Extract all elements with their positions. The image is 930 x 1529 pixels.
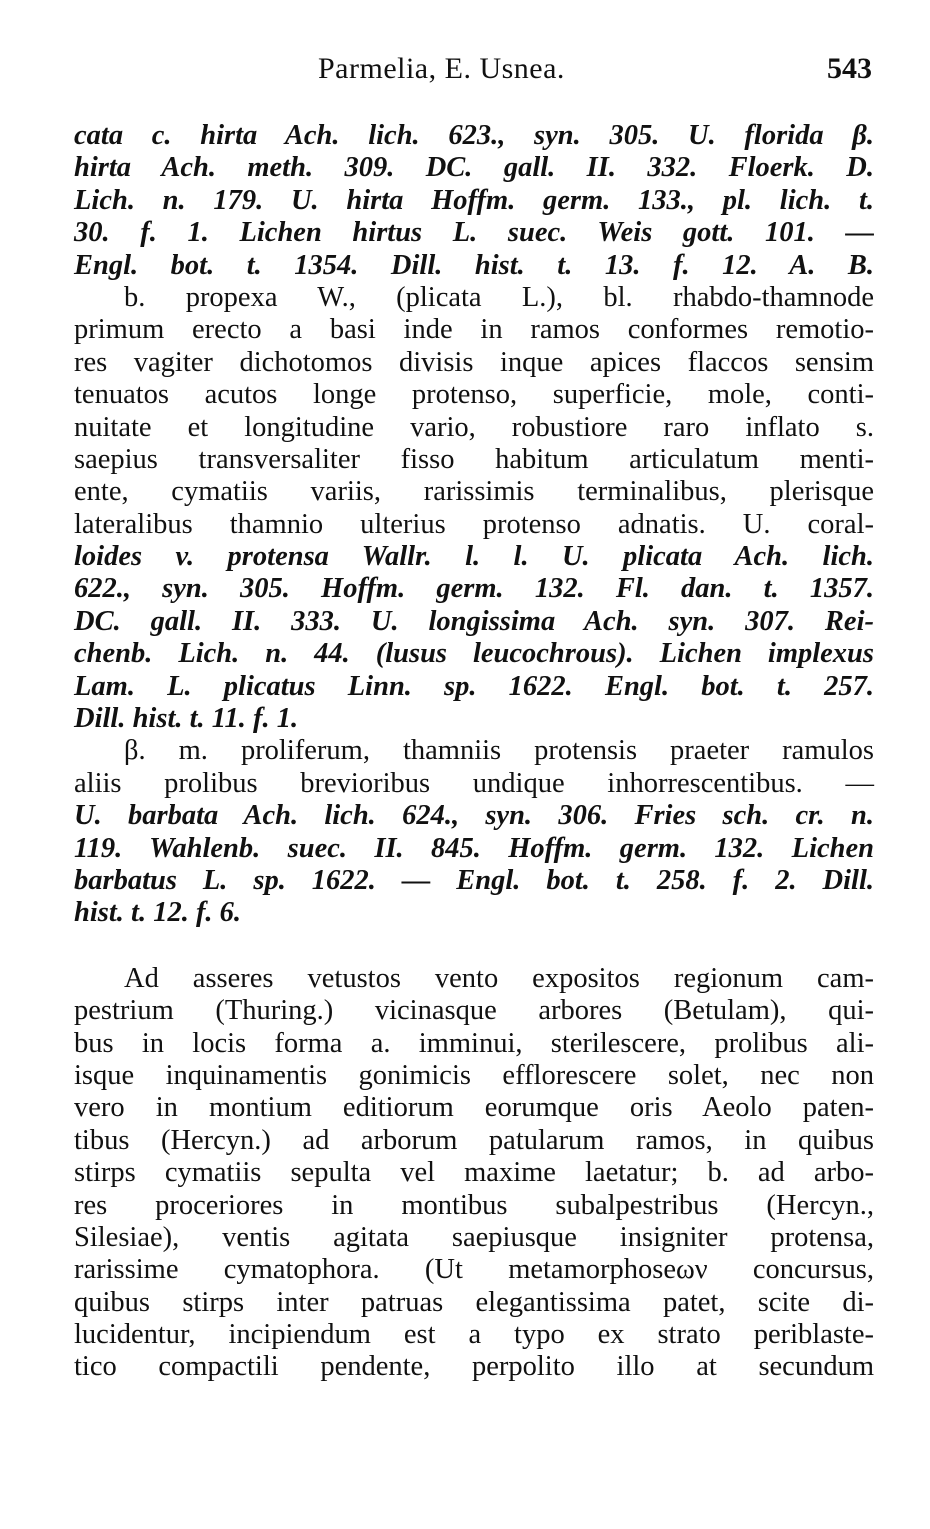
text-line: loides v. protensa Wallr. l. l. U. plicata Ach. lich. (74, 541, 874, 573)
text-line: res proceriores in montibus subalpestribus (Hercyn., (74, 1189, 874, 1221)
text-line: hirta Ach. meth. 309. DC. gall. II. 332. Floerk. D. (74, 152, 874, 184)
text-line: lateralibus thamnio ulterius protenso adnatis. U. coral- (74, 508, 874, 540)
paragraph-gap (74, 930, 874, 963)
text-line: stirps cymatiis sepulta vel maxime laetatur; b. ad arbo- (74, 1157, 874, 1189)
text-line: res vagiter dichotomos divisis inque apices flaccos sensim (74, 346, 874, 378)
text-line: tenuatos acutos longe protenso, superficie, mole, conti- (74, 379, 874, 411)
text-line: Silesiae), ventis agitata saepiusque insigniter protensa, (74, 1221, 874, 1253)
page-number: 543 (827, 52, 872, 85)
text-line: β. m. proliferum, thamniis protensis praeter ramulos (124, 735, 874, 767)
text-line: quibus stirps inter patruas elegantissima patet, scite di- (74, 1286, 874, 1318)
text-line: Ad asseres vetustos vento expositos regionum cam- (124, 962, 874, 994)
text-line: tico compactili pendente, perpolito illo at secundum (74, 1351, 874, 1383)
text-line: b. propexa W., (plicata L.), bl. rhabdo-thamnode (124, 281, 874, 313)
text-line: ente, cymatiis variis, rarissimis terminalibus, plerisque (74, 476, 874, 508)
text-line: Lam. L. plicatus Linn. sp. 1622. Engl. bot. t. 257. (74, 670, 874, 702)
text-line: 119. Wahlenb. suec. II. 845. Hoffm. germ. 132. Lichen (74, 832, 874, 864)
text-line: bus in locis forma a. imminui, sterilescere, prolibus ali- (74, 1027, 874, 1059)
text-line: lucidentur, incipiendum est a typo ex strato periblaste- (74, 1319, 874, 1351)
text-line: Engl. bot. t. 1354. Dill. hist. t. 13. f. 12. A. B. (74, 249, 874, 281)
text-line: pestrium (Thuring.) vicinasque arbores (Betulam), qui- (74, 995, 874, 1027)
text-line: primum erecto a basi inde in ramos conformes remotio- (74, 314, 874, 346)
text-line: hist. t. 12. f. 6. (74, 897, 242, 929)
text-line: DC. gall. II. 333. U. longissima Ach. syn. 307. Rei- (74, 605, 874, 637)
text-line: tibus (Hercyn.) ad arborum patularum ramos, in quibus (74, 1124, 874, 1156)
text-line: rarissime cymatophora. (Ut metamorphoseων concursus, (74, 1254, 874, 1286)
text-line: chenb. Lich. n. 44. (lusus leucochrous). Lichen implexus (74, 638, 874, 670)
text-line: saepius transversaliter fisso habitum articulatum menti- (74, 443, 874, 475)
text-line: barbatus L. sp. 1622. — Engl. bot. t. 258. f. 2. Dill. (74, 864, 874, 896)
text-line: 622., syn. 305. Hoffm. germ. 132. Fl. dan. t. 1357. (74, 573, 874, 605)
text-line: Lich. n. 179. U. hirta Hoffm. germ. 133., pl. lich. t. (74, 184, 874, 216)
body-text (74, 120, 874, 1384)
text-line: cata c. hirta Ach. lich. 623., syn. 305. U. florida β. (74, 120, 874, 151)
text-line: vero in montium editiorum eorumque oris Aeolo paten- (74, 1092, 874, 1124)
text-line: 30. f. 1. Lichen hirtus L. suec. Weis gott. 101. — (74, 217, 874, 249)
page-header (0, 52, 930, 92)
running-title: Parmelia, E. Usnea. (318, 52, 565, 85)
text-line: U. barbata Ach. lich. 624., syn. 306. Fries sch. cr. n. (74, 800, 874, 832)
text-line: nuitate et longitudine vario, robustiore raro inflato s. (74, 411, 874, 443)
text-line: isque inquinamentis gonimicis efflorescere solet, nec non (74, 1059, 874, 1091)
text-line: Dill. hist. t. 11. f. 1. (74, 703, 299, 735)
text-line: aliis prolibus brevioribus undique inhorrescentibus. — (74, 767, 874, 799)
